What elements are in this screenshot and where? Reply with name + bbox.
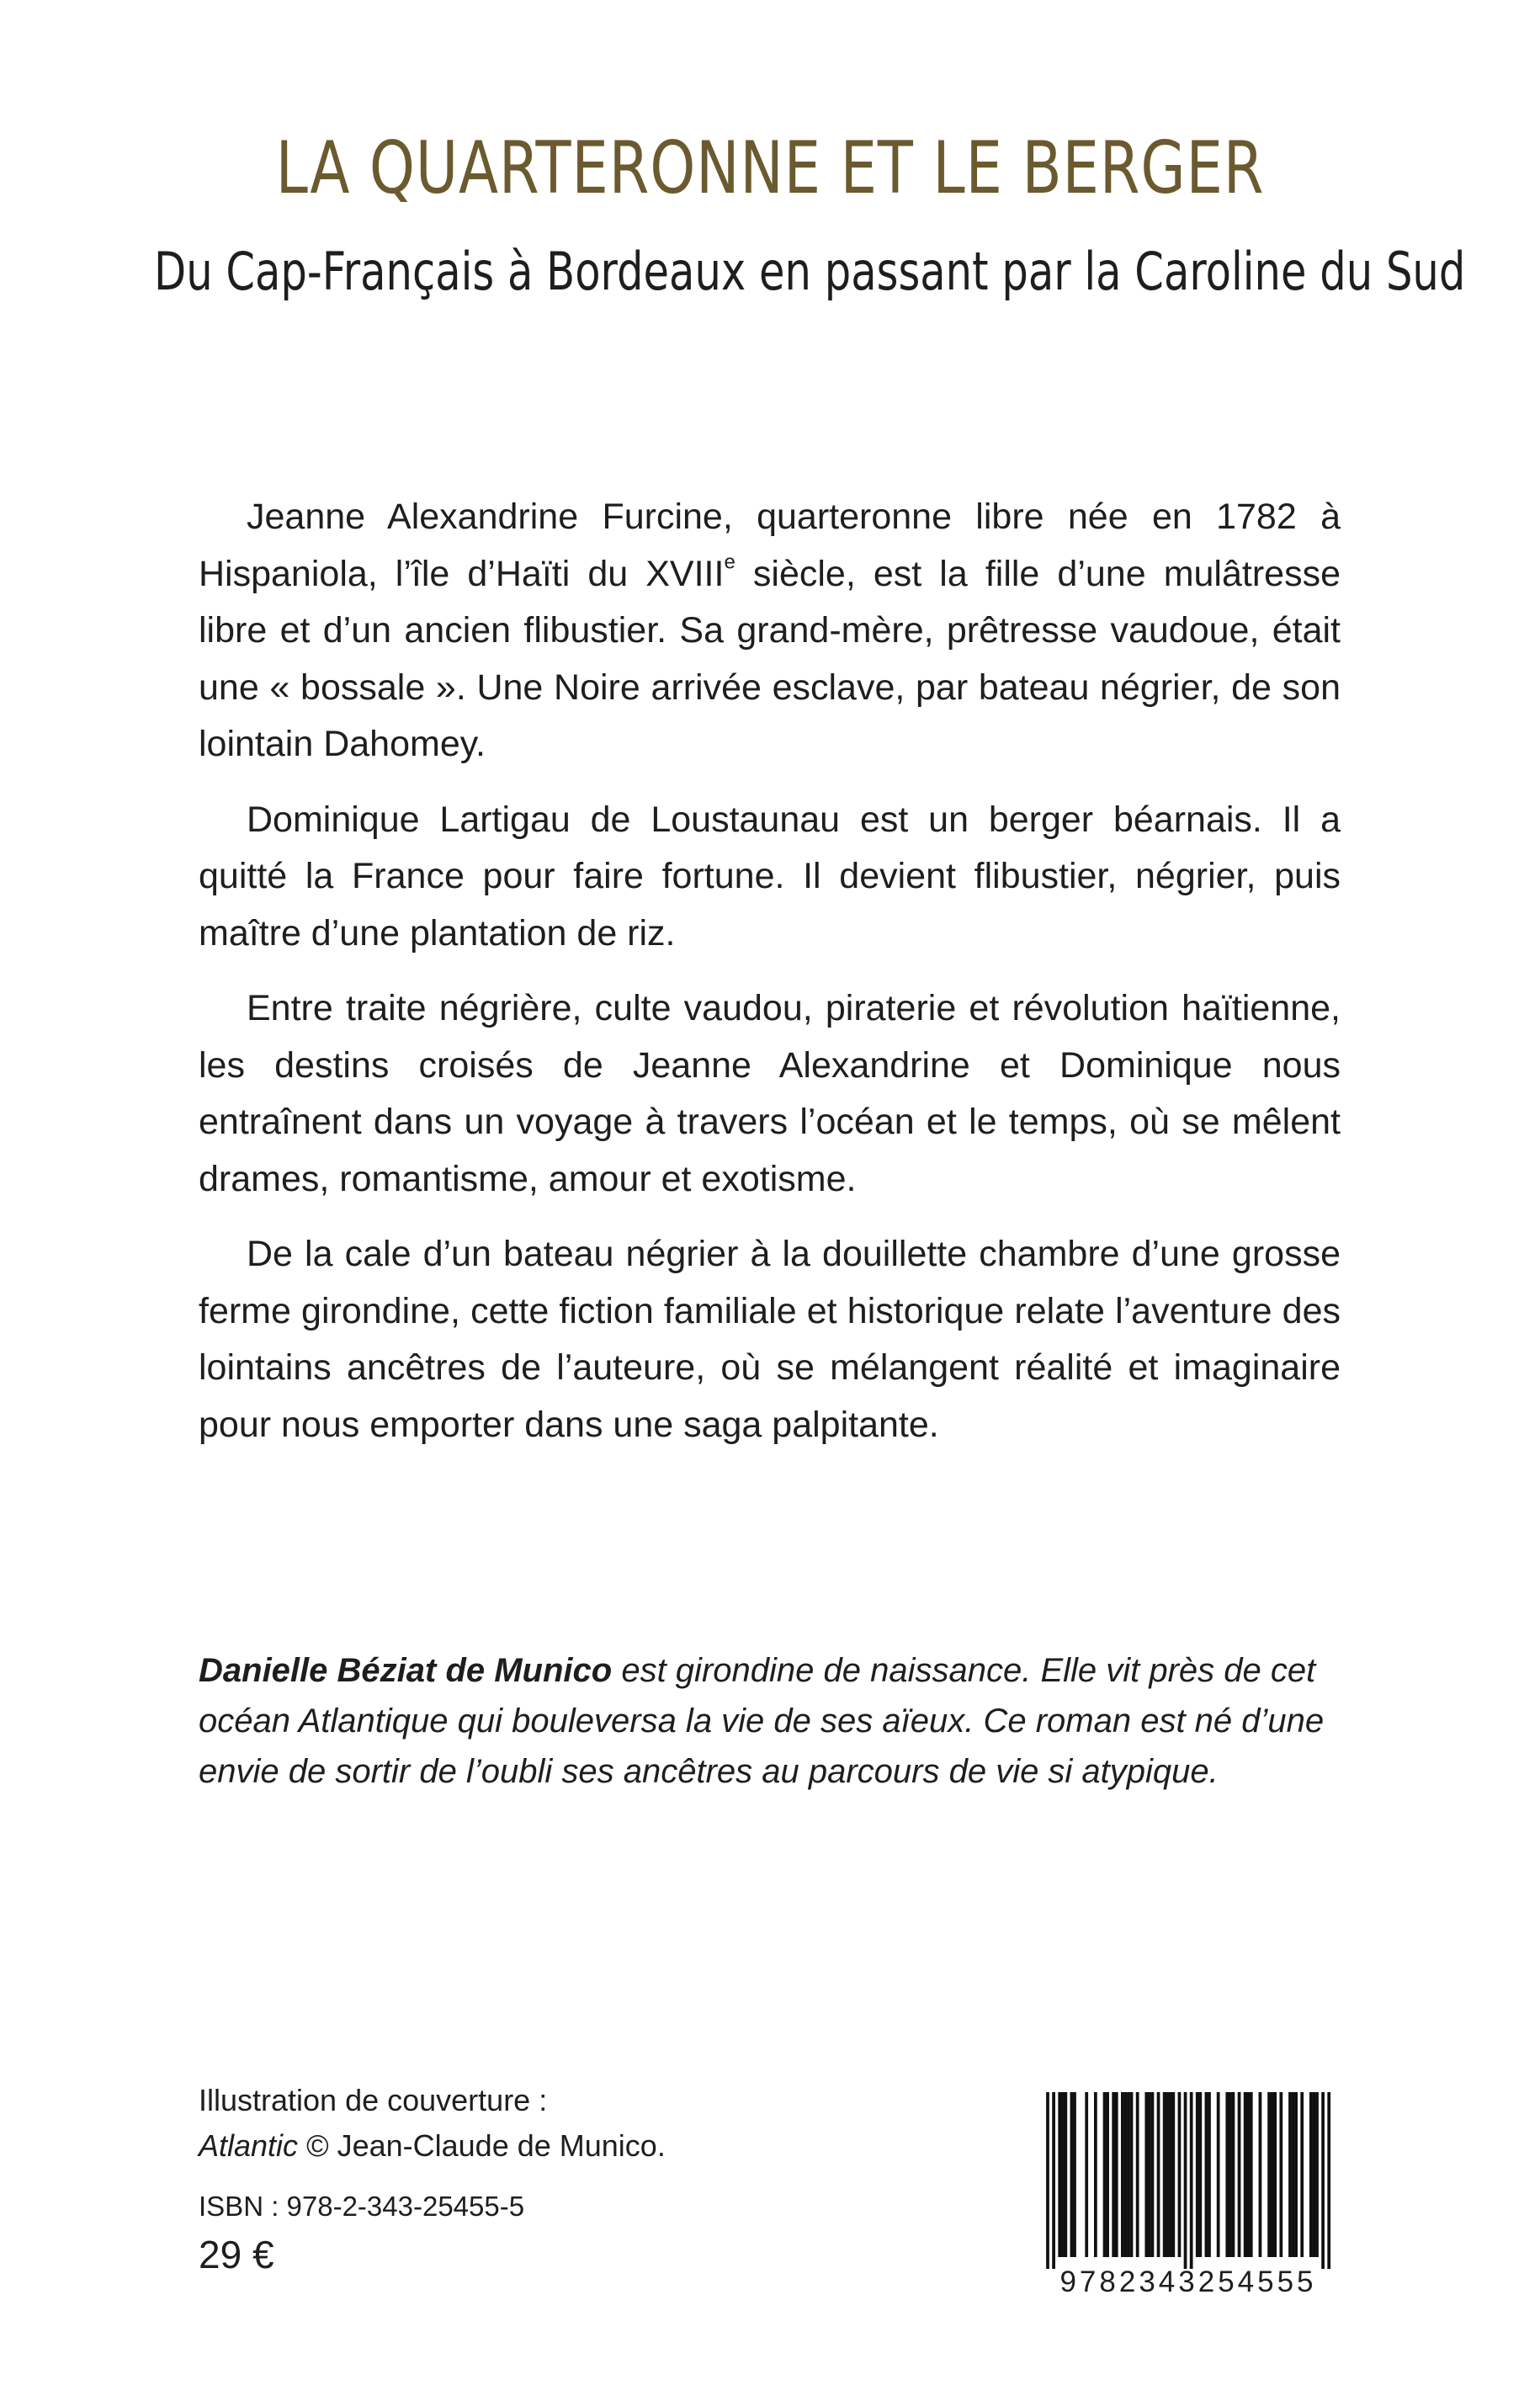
barcode-bar (1178, 2092, 1182, 2257)
book-title: LA QUARTERONNE ET LE BERGER (275, 126, 1265, 210)
barcode-bar (1292, 2092, 1295, 2257)
barcode-bar (1073, 2092, 1076, 2257)
barcode-bar (1294, 2092, 1298, 2257)
barcode-bar (1136, 2092, 1139, 2257)
barcode-bar (1157, 2092, 1160, 2257)
barcode-bar (1070, 2092, 1074, 2257)
artwork-credit: © Jean-Claude de Munico. (298, 2128, 666, 2163)
barcode-bar (1321, 2092, 1325, 2269)
barcode (1040, 2092, 1336, 2269)
barcode-bar (1229, 2092, 1232, 2257)
barcode-bar (1315, 2092, 1319, 2257)
price: 29 € (199, 2233, 274, 2276)
barcode-bar (1259, 2092, 1262, 2257)
barcode-bar (1127, 2092, 1130, 2257)
barcode-bar (1225, 2092, 1229, 2257)
barcode-bar (1327, 2092, 1330, 2269)
barcode-bar (1130, 2092, 1134, 2257)
barcode-bars (1040, 2092, 1336, 2269)
barcode-bar (1094, 2092, 1097, 2257)
barcode-bar (1106, 2092, 1109, 2257)
synopsis-paragraph-4: De la cale d’un bateau négrier à la douillette chambre d’une grosse ferme girondine, cette fiction familiale et historique relate l’aventure des lointains ancêtres de l’auteure, où se mélangent réalité et imaginaire pour nous emporter dans une saga palpitante. (199, 1234, 1341, 1445)
barcode-bar (1246, 2092, 1250, 2257)
barcode-bar (1279, 2092, 1282, 2257)
barcode-bar (1184, 2092, 1187, 2269)
barcode-bar (1166, 2092, 1169, 2257)
barcode-bar (1288, 2092, 1292, 2257)
artwork-title: Atlantic (199, 2128, 299, 2163)
barcode-bar (1273, 2092, 1277, 2257)
synopsis (199, 489, 1341, 1472)
author-bio (199, 1645, 1341, 1797)
barcode-bar (1058, 2092, 1061, 2257)
barcode-bar (1232, 2092, 1235, 2257)
barcode-bar (1163, 2092, 1166, 2257)
synopsis-p1-end: siècle, est la fille d’une mulâtresse libre et d’un ancien flibustier. Sa grand-mère, prêtresse vaudoue, était une « bossale ». Une Noire arrivée esclave, par bateau négrier, de son lointain Dahomey. (199, 553, 1341, 764)
barcode-bar (1115, 2092, 1118, 2257)
barcode-bar (1124, 2092, 1128, 2257)
barcode-bar (1313, 2092, 1316, 2257)
synopsis-paragraph-3: Entre traite négrière, culte vaudou, piraterie et révolution haïtienne, les destins croisés de Jeanne Alexandrine et Dominique nous entraînent dans un voyage à travers l’océan et le temps, où se mêlent drames, romantisme, amour et exotisme. (199, 988, 1341, 1199)
barcode-bar (1196, 2092, 1199, 2257)
barcode-bar (1148, 2092, 1151, 2257)
barcode-bar (1112, 2092, 1115, 2257)
barcode-bar (1061, 2092, 1065, 2257)
barcode-bar (1250, 2092, 1253, 2257)
barcode-bar (1190, 2092, 1193, 2269)
isbn: ISBN : 978-2-343-25455-5 (199, 2191, 525, 2222)
century-superscript: e (724, 550, 735, 574)
synopsis-paragraph-2: Dominique Lartigau de Loustaunau est un berger béarnais. Il a quitté la France pour faire fortune. Il devient flibustier, négrier, puis maître d’une plantation de riz. (199, 799, 1341, 953)
synopsis-paragraph-1 (199, 489, 1341, 773)
barcode-bar (1205, 2092, 1208, 2257)
barcode-bar (1208, 2092, 1211, 2257)
author-name: Danielle Béziat de Munico (199, 1652, 613, 1689)
barcode-bar (1271, 2092, 1274, 2257)
synopsis-p1-start: Jeanne Alexandrine Furcine, quarteronne libre née en 1782 à Hispaniola, l’île d’Haïti du XVIII (199, 497, 1341, 594)
barcode-bar (1217, 2092, 1220, 2257)
barcode-bar (1238, 2092, 1241, 2257)
barcode-bar (1198, 2092, 1202, 2257)
barcode-bar (1267, 2092, 1271, 2257)
barcode-digits: 9782343254555 (1059, 2265, 1317, 2298)
barcode-bar (1244, 2092, 1247, 2257)
barcode-bar (1085, 2092, 1088, 2257)
barcode-bar (1300, 2092, 1304, 2257)
barcode-bar (1121, 2092, 1124, 2257)
barcode-bar (1151, 2092, 1155, 2257)
barcode-bar (1171, 2092, 1175, 2257)
barcode-bar (1309, 2092, 1313, 2257)
barcode-bar (1144, 2092, 1148, 2257)
barcode-bar (1052, 2092, 1055, 2269)
barcode-bar (1064, 2092, 1067, 2257)
barcode-bar (1169, 2092, 1172, 2257)
barcode-bar (1046, 2092, 1049, 2269)
barcode-bar (1103, 2092, 1107, 2257)
illustration-credit (199, 2124, 666, 2168)
illustration-label: Illustration de couverture : (199, 2083, 548, 2117)
book-subtitle: Du Cap-Français à Bordeaux en passant par la Caroline du Sud (154, 241, 1466, 302)
author-bio-text: est girondine de naissance. Elle vit près de cet océan Atlantique qui bouleversa la vie de ses aïeux. Ce roman est né d’une envie de sortir de l’oubli ses ancêtres au parcours de vie si atypique. (199, 1652, 1325, 1790)
